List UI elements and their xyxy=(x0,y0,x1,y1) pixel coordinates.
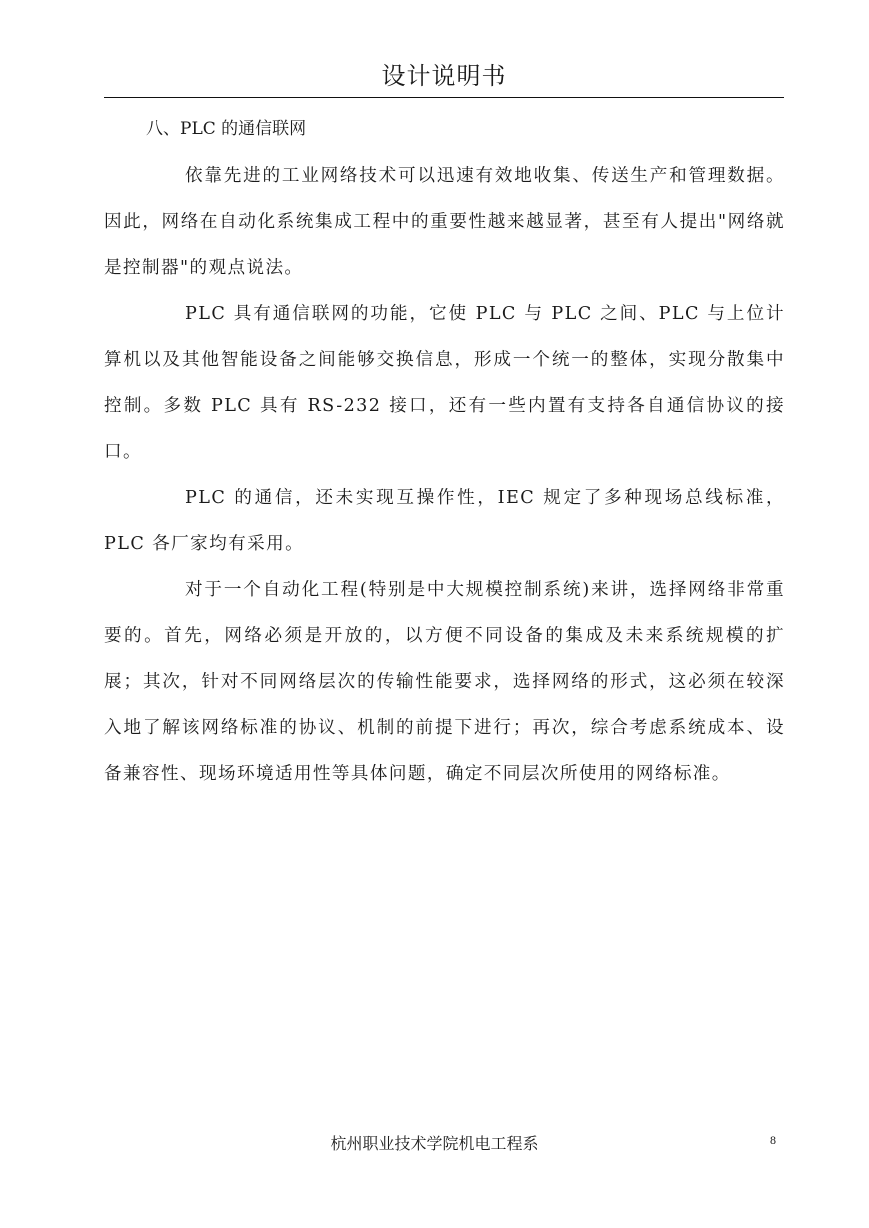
body-text xyxy=(104,153,785,797)
paragraph: PLC 具有通信联网的功能，它使 PLC 与 PLC 之间、PLC 与上位计算机以及其他智能设备之间能够交换信息，形成一个统一的整体，实现分散集中控制。多数 PLC 具有 RS-232 接口，还有一些内置有支持各自通信协议的接口。 xyxy=(104,304,785,462)
page-number: 8 xyxy=(770,1133,776,1147)
section-heading: 八、PLC 的通信联网 xyxy=(146,119,307,139)
paragraph: 对于一个自动化工程(特别是中大规模控制系统)来讲，选择网络非常重要的。首先，网络必须是开放的，以方便不同设备的集成及未来系统规模的扩展；其次，针对不同网络层次的传输性能要求，选择网络的形式，这必须在较深入地了解该网络标准的协议、机制的前提下进行；再次，综合考虑系统成本、设备兼容性、现场环境适用性等具体问题，确定不同层次所使用的网络标准。 xyxy=(104,580,785,784)
header-divider xyxy=(104,97,784,98)
paragraph: PLC 的通信，还未实现互操作性，IEC 规定了多种现场总线标准，PLC 各厂家均有采用。 xyxy=(104,488,785,554)
document-title: 设计说明书 xyxy=(381,62,507,90)
paragraph: 依靠先进的工业网络技术可以迅速有效地收集、传送生产和管理数据。因此，网络在自动化系统集成工程中的重要性越来越显著，甚至有人提出"网络就是控制器"的观点说法。 xyxy=(104,166,785,278)
footer-college-name: 杭州职业技术学院机电工程系 xyxy=(330,1134,539,1153)
